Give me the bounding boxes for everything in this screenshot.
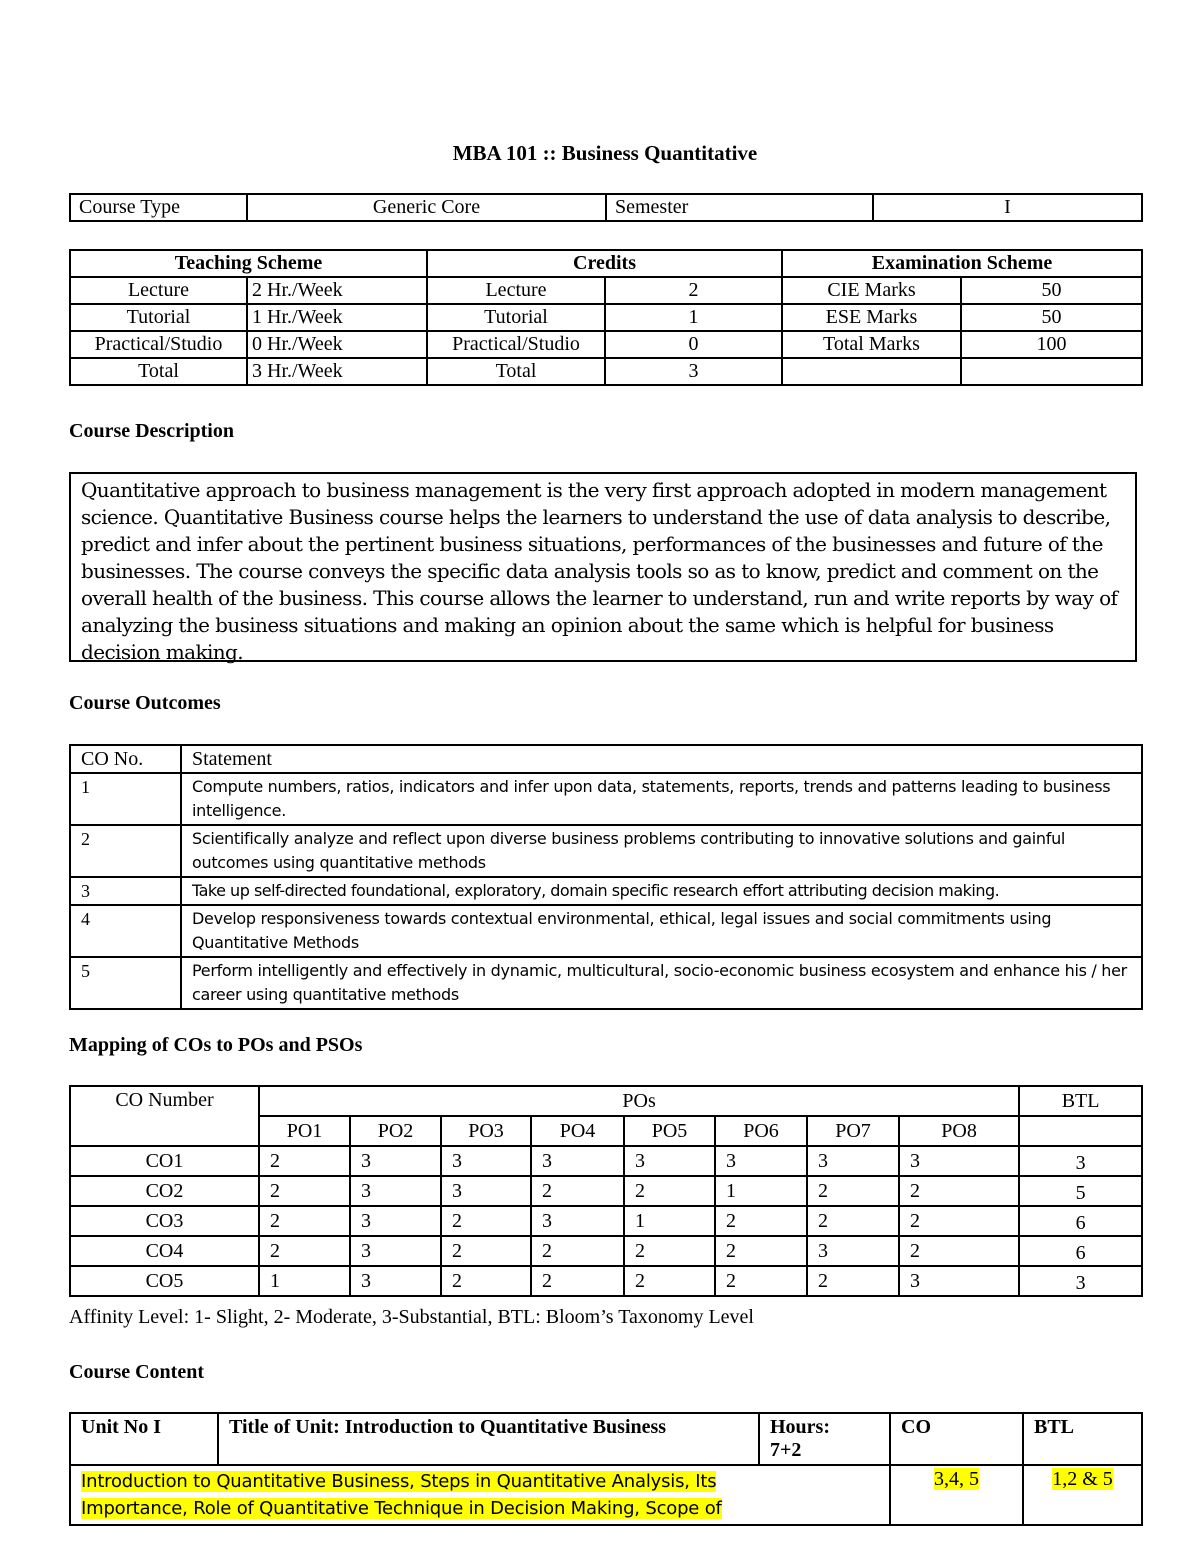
- hours-value: 7+2: [770, 1439, 802, 1461]
- po-value: 1: [715, 1176, 807, 1206]
- btl-empty-cell: [1019, 1116, 1142, 1146]
- credits-label: Practical/Studio: [427, 331, 605, 358]
- po-value: 3: [807, 1236, 899, 1266]
- teaching-scheme-header: Teaching Scheme: [70, 250, 427, 277]
- credits-label: Lecture: [427, 277, 605, 304]
- co-label: CO1: [70, 1146, 259, 1176]
- po-value: 2: [441, 1206, 531, 1236]
- teaching-label: Lecture: [70, 277, 247, 304]
- unit-number: Unit No I: [70, 1413, 218, 1465]
- po-header: PO7: [807, 1116, 899, 1146]
- exam-label: ESE Marks: [782, 304, 961, 331]
- course-outcomes-table: [69, 744, 1143, 1010]
- pos-header: POs: [259, 1086, 1019, 1116]
- credits-value: 2: [605, 277, 782, 304]
- po-value: 2: [441, 1266, 531, 1296]
- credits-value: 0: [605, 331, 782, 358]
- scheme-row: [70, 277, 1142, 304]
- po-value: 3: [350, 1146, 441, 1176]
- exam-value: 50: [961, 304, 1142, 331]
- semester-label: Semester: [606, 194, 873, 221]
- mapping-row: [70, 1146, 1142, 1176]
- btl-value: 3: [1019, 1146, 1142, 1176]
- btl-column-header: BTL: [1023, 1413, 1142, 1465]
- po-header: PO1: [259, 1116, 350, 1146]
- affinity-legend: Affinity Level: 1- Slight, 2- Moderate, 3-Substantial, BTL: Bloom’s Taxonomy Level: [69, 1306, 754, 1328]
- teaching-value: 1 Hr./Week: [247, 304, 427, 331]
- credits-header: Credits: [427, 250, 782, 277]
- po-value: 3: [441, 1176, 531, 1206]
- btl-header: BTL: [1019, 1086, 1142, 1116]
- outcome-number: 1: [70, 773, 181, 825]
- po-header: PO4: [531, 1116, 624, 1146]
- outcome-statement: Scientifically analyze and reflect upon diverse business problems contributing to innovative solutions and gainful outcomes using quantitative methods: [181, 825, 1142, 877]
- course-info-row: [70, 194, 1142, 221]
- hours-label: Hours:: [770, 1416, 830, 1438]
- semester-value: I: [873, 194, 1142, 221]
- po-value: 2: [441, 1236, 531, 1266]
- po-value: 2: [259, 1236, 350, 1266]
- unit-co-value-text: 3,4, 5: [934, 1468, 979, 1490]
- co-no-header: CO No.: [70, 745, 181, 773]
- credits-label: Tutorial: [427, 304, 605, 331]
- teaching-value: 0 Hr./Week: [247, 331, 427, 358]
- mapping-heading: Mapping of COs to POs and PSOs: [69, 1034, 363, 1056]
- po-value: 2: [624, 1266, 715, 1296]
- mapping-row: [70, 1236, 1142, 1266]
- outcome-number: 4: [70, 905, 181, 957]
- po-value: 2: [715, 1206, 807, 1236]
- statement-header: Statement: [181, 745, 1142, 773]
- exam-label: Total Marks: [782, 331, 961, 358]
- teaching-label: Total: [70, 358, 247, 385]
- po-value: 2: [715, 1266, 807, 1296]
- unit-header-row: [70, 1413, 1142, 1465]
- po-header: PO5: [624, 1116, 715, 1146]
- po-value: 2: [807, 1266, 899, 1296]
- mapping-row: [70, 1176, 1142, 1206]
- btl-value: 5: [1019, 1176, 1142, 1206]
- scheme-row: [70, 358, 1142, 385]
- po-value: 2: [624, 1176, 715, 1206]
- unit-hours: [759, 1413, 890, 1465]
- btl-value: 6: [1019, 1236, 1142, 1266]
- co-label: CO4: [70, 1236, 259, 1266]
- po-header: PO3: [441, 1116, 531, 1146]
- po-value: 3: [899, 1266, 1019, 1296]
- credits-value: 1: [605, 304, 782, 331]
- outcome-number: 2: [70, 825, 181, 877]
- course-type-label: Course Type: [70, 194, 247, 221]
- unit-co-value: [890, 1465, 1023, 1525]
- po-header: PO8: [899, 1116, 1019, 1146]
- exam-label: CIE Marks: [782, 277, 961, 304]
- outcome-row: [70, 773, 1142, 825]
- course-info-table: [69, 193, 1143, 222]
- po-value: 2: [531, 1176, 624, 1206]
- outcome-statement: Develop responsiveness towards contextual environmental, ethical, legal issues and social commitments using Quantitative Methods: [181, 905, 1142, 957]
- po-header: PO6: [715, 1116, 807, 1146]
- teaching-label: Tutorial: [70, 304, 247, 331]
- unit-content-line: Introduction to Quantitative Business, Steps in Quantitative Analysis, Its: [81, 1471, 717, 1492]
- po-value: 2: [624, 1236, 715, 1266]
- outcome-statement: Perform intelligently and effectively in dynamic, multicultural, socio-economic business ecosystem and enhance his / her career using quantitative methods: [181, 957, 1142, 1009]
- unit-btl-value-text: 1,2 & 5: [1052, 1468, 1113, 1490]
- po-value: 3: [624, 1146, 715, 1176]
- exam-label: [782, 358, 961, 385]
- po-value: 3: [531, 1206, 624, 1236]
- po-value: 2: [899, 1206, 1019, 1236]
- po-value: 2: [531, 1236, 624, 1266]
- course-description-box: Quantitative approach to business management is the very first approach adopted in modern management science. Quantitative Business course helps the learners to understand the use of data analysis to describe, predict and infer about the pertinent business situations, performances of the businesses and future of the businesses. The course conveys the specific data analysis tools so as to know, predict and comment on the overall health of the business. This course allows the learner to understand, run and write reports by way of analyzing the business situations and making an opinion about the same which is helpful for business decision making.: [69, 472, 1137, 662]
- scheme-header-row: [70, 250, 1142, 277]
- co-label: CO3: [70, 1206, 259, 1236]
- po-value: 3: [807, 1146, 899, 1176]
- course-description-heading: Course Description: [69, 420, 234, 442]
- unit-btl-value: [1023, 1465, 1142, 1525]
- po-value: 3: [350, 1176, 441, 1206]
- po-value: 1: [259, 1266, 350, 1296]
- outcome-statement: Compute numbers, ratios, indicators and infer upon data, statements, reports, trends and patterns leading to business intelligence.: [181, 773, 1142, 825]
- outcome-row: [70, 957, 1142, 1009]
- po-value: 3: [350, 1266, 441, 1296]
- credits-label: Total: [427, 358, 605, 385]
- po-value: 1: [624, 1206, 715, 1236]
- unit-content-text: [70, 1465, 890, 1525]
- mapping-row: [70, 1206, 1142, 1236]
- outcome-number: 3: [70, 877, 181, 905]
- course-content-heading: Course Content: [69, 1361, 204, 1383]
- co-column-header: CO: [890, 1413, 1023, 1465]
- po-value: 3: [441, 1146, 531, 1176]
- po-value: 3: [715, 1146, 807, 1176]
- po-value: 2: [899, 1236, 1019, 1266]
- outcome-row: [70, 905, 1142, 957]
- unit-content-line: Importance, Role of Quantitative Technique in Decision Making, Scope of: [81, 1498, 722, 1519]
- mapping-header-row: [70, 1086, 1142, 1116]
- po-value: 2: [807, 1176, 899, 1206]
- po-value: 3: [350, 1206, 441, 1236]
- btl-value: 6: [1019, 1206, 1142, 1236]
- examination-scheme-header: Examination Scheme: [782, 250, 1142, 277]
- po-value: 2: [259, 1146, 350, 1176]
- scheme-row: [70, 331, 1142, 358]
- exam-value: 50: [961, 277, 1142, 304]
- po-value: 3: [531, 1146, 624, 1176]
- scheme-row: [70, 304, 1142, 331]
- po-value: 3: [350, 1236, 441, 1266]
- unit-title: Title of Unit: Introduction to Quantitative Business: [218, 1413, 759, 1465]
- mapping-row: [70, 1266, 1142, 1296]
- teaching-value: 3 Hr./Week: [247, 358, 427, 385]
- exam-value: 100: [961, 331, 1142, 358]
- co-number-header: CO Number: [70, 1086, 259, 1146]
- po-value: 2: [259, 1206, 350, 1236]
- po-header: PO2: [350, 1116, 441, 1146]
- btl-value: 3: [1019, 1266, 1142, 1296]
- course-content-table: [69, 1412, 1143, 1526]
- mapping-table: [69, 1085, 1143, 1297]
- outcome-statement: Take up self-directed foundational, exploratory, domain specific research effort attributing decision making.: [181, 877, 1142, 905]
- po-value: 2: [899, 1176, 1019, 1206]
- outcomes-header-row: [70, 745, 1142, 773]
- outcome-row: [70, 825, 1142, 877]
- scheme-table: [69, 249, 1143, 386]
- po-value: 2: [715, 1236, 807, 1266]
- exam-value: [961, 358, 1142, 385]
- course-outcomes-heading: Course Outcomes: [69, 692, 221, 714]
- credits-value: 3: [605, 358, 782, 385]
- unit-content-row: [70, 1465, 1142, 1525]
- co-label: CO5: [70, 1266, 259, 1296]
- po-value: 2: [531, 1266, 624, 1296]
- page-title: MBA 101 :: Business Quantitative: [452, 141, 758, 165]
- course-type-value: Generic Core: [247, 194, 606, 221]
- co-label: CO2: [70, 1176, 259, 1206]
- teaching-value: 2 Hr./Week: [247, 277, 427, 304]
- outcome-row: [70, 877, 1142, 905]
- po-value: 2: [807, 1206, 899, 1236]
- teaching-label: Practical/Studio: [70, 331, 247, 358]
- po-value: 3: [899, 1146, 1019, 1176]
- outcome-number: 5: [70, 957, 181, 1009]
- po-value: 2: [259, 1176, 350, 1206]
